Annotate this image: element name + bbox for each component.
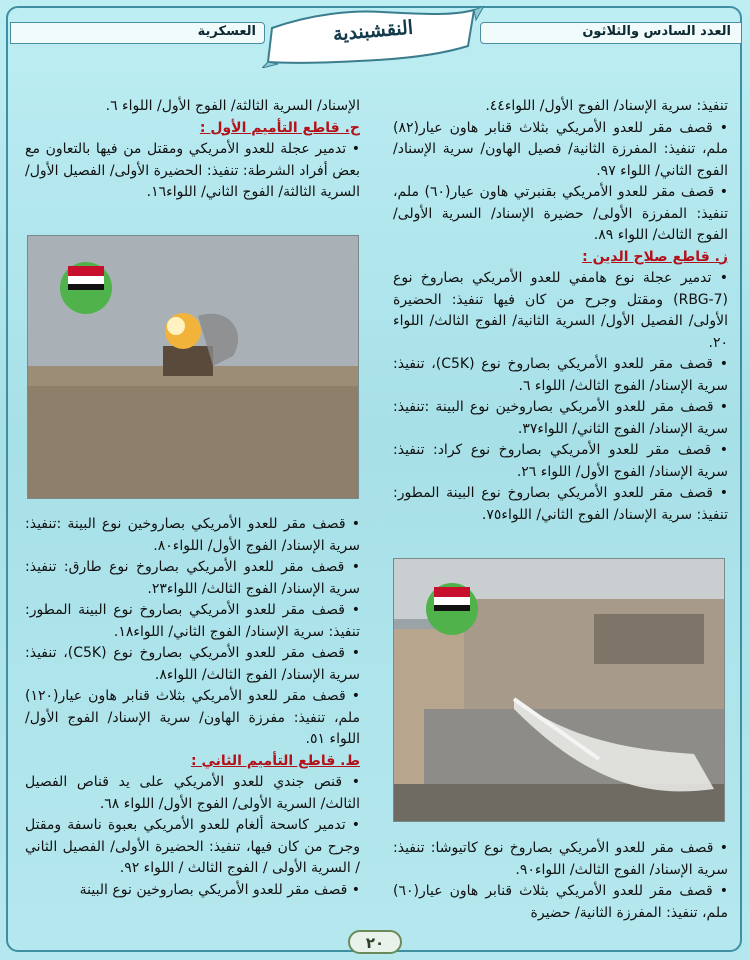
paragraph: • تدمير كاسحة ألغام للعدو الأمريكي بعبوة ناسفة ومقتل وجرح من كان فيها، تنفيذ: الحضيرة الأولى/ الفصيل الثاني / السرية الأولى / الفوج الثالث / اللواء ٩٢. <box>25 817 360 876</box>
right-column-top <box>393 96 728 526</box>
section-heading-salahuddin: ز. قاطع صلاح الدين : <box>582 248 728 265</box>
page-number: ٢٠ <box>348 930 402 954</box>
section-heading-tamim-second: ط. قاطع التأميم الثاني : <box>191 752 360 769</box>
rocket-launch-photo <box>393 558 725 822</box>
paragraph: • تدمير عجلة نوع هامفي للعدو الأمريكي بصاروخ نوع (RBG-7) ومقتل وجرح من كان فيها تنفيذ: الحضيرة الأولى/ الفصيل الأول/ السرية الثانية/ الفوج الثالث/ اللواء ٢٠. <box>393 270 728 351</box>
paragraph: • قصف مقر للعدو الأمريكي بصاروخ نوع (C5K)، تنفيذ: سرية الإسناد/ الفوج الثالث/ اللواء ٦. <box>393 356 728 394</box>
paragraph: • قصف مقر للعدو الأمريكي بصاروخين نوع البينة <box>79 881 360 898</box>
paragraph: • قصف مقر للعدو الأمريكي بثلاث قنابر هاون عيار(١٢٠) ملم، تنفيذ: مفرزة الهاون/ سرية الإسناد/ الفوج الأول/ اللواء ٥١. <box>25 688 360 747</box>
paragraph: • قصف مقر للعدو الأمريكي بثلاث قنابر هاون عيار(٨٢) ملم، تنفيذ: المفرزة الثانية/ فصيل الهاون/ سرية الإسناد/ الفوج الثاني/ اللواء ٩٧. <box>393 119 728 179</box>
paragraph: • قصف مقر للعدو الأمريكي بصاروخ نوع كراد: تنفيذ: سرية الإسناد/ الفوج الأول/ اللواء ٢٦. <box>393 442 728 480</box>
paragraph: • قصف مقر للعدو الأمريكي بصاروخ نوع (C5K)، تنفيذ: سرية الإسناد/ الفوج الثالث/ اللواء٨. <box>25 645 360 683</box>
explosion-photo <box>27 235 359 499</box>
issue-label: العدد السادس والثلاثون <box>582 24 731 39</box>
paragraph: • قصف مقر للعدو الأمريكي بقنبرتي هاون عيار(٦٠) ملم، تنفيذ: المفرزة الأولى/ حضيرة الإسناد/ السرية الأولى/ الفوج الثالث/ اللواء ٨٩. <box>393 184 728 243</box>
right-column-bottom <box>393 838 728 924</box>
left-column-bottom <box>25 514 360 901</box>
header-issue-ribbon <box>480 22 742 44</box>
paragraph: • قصف مقر للعدو الأمريكي بصاروخ نوع البينة المطور: تنفيذ: سرية الإسناد/ الفوج الثاني/ اللواء٧٥. <box>393 485 728 523</box>
paragraph: الإسناد/ السرية الثالثة/ الفوج الأول/ اللواء ٦. <box>105 98 360 114</box>
paragraph: تنفيذ: سرية الإسناد/ الفوج الأول/ اللواء٤٤. <box>485 98 728 114</box>
paragraph: • قصف مقر للعدو الأمريكي بثلاث قنابر هاون عيار(٦٠) ملم، تنفيذ: المفرزة الثانية/ حضيرة <box>393 883 728 921</box>
paragraph: • قصف مقر للعدو الأمريكي بصاروخين نوع البينة :تنفيذ: سرية الإسناد/ الفوج الأول/ اللواء٨٠. <box>25 516 360 554</box>
paragraph: • قصف مقر للعدو الأمريكي بصاروخ نوع طارق: تنفيذ: سرية الإسناد/ الفوج الثالث/ اللواء٢٣. <box>25 559 360 597</box>
section-heading-tamim-first: ح. قاطع التأميم الأول : <box>199 119 360 136</box>
paragraph: • قصف مقر للعدو الأمريكي بصاروخ نوع كاتيوشا: تنفيذ: سرية الإسناد/ الفوج الثالث/ اللواء٩٠. <box>393 840 728 878</box>
paragraph: • قصف مقر للعدو الأمريكي بصاروخ نوع البينة المطور: تنفيذ: سرية الإسناد/ الفوج الثاني/ اللواء١٨. <box>25 602 360 640</box>
paragraph: • قصف مقر للعدو الأمريكي بصاروخين نوع البينة :تنفيذ: سرية الإسناد/ الفوج الثاني/ اللواء٣٧. <box>393 399 728 437</box>
paragraph: • تدمير عجلة للعدو الأمريكي ومقتل من فيها بالتعاون مع بعض أفراد الشرطة: تنفيذ: الحضيرة الأولى/ الفصيل الأول/ السرية الثالثة/ الفوج الثاني/ اللواء١٦. <box>25 141 360 200</box>
left-column-top <box>25 96 360 204</box>
magazine-title: النقشبندية <box>332 16 414 46</box>
section-label: العسكرية <box>197 24 256 39</box>
paragraph: • قنص جندي للعدو الأمريكي على يد قناص الفصيل الثالث/ السرية الأولى/ الفوج الأول/ اللواء ٦٨. <box>25 774 360 812</box>
header-section-ribbon <box>10 22 265 44</box>
